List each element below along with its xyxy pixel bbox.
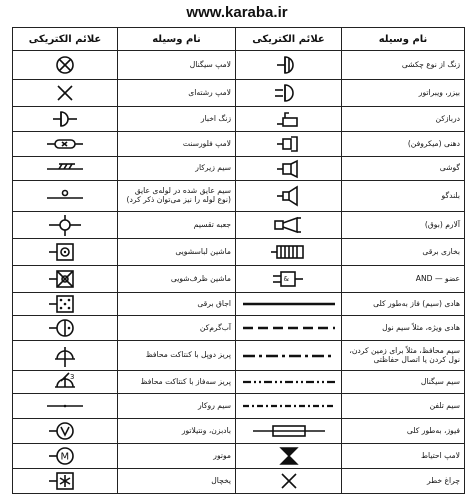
right-symbol-cell xyxy=(236,181,342,212)
table-row xyxy=(13,419,465,444)
heater-icon xyxy=(269,241,309,263)
table-row xyxy=(13,266,465,293)
bell-icon xyxy=(45,108,85,130)
left-symbol-cell xyxy=(13,212,118,239)
right-symbol-cell xyxy=(236,239,342,266)
fan-icon xyxy=(45,420,85,442)
dashed-line-icon xyxy=(239,317,339,339)
left-symbol-cell xyxy=(13,316,118,341)
site-url: www.karaba.ir xyxy=(186,4,288,21)
left-device-name: یخچال xyxy=(118,469,236,494)
left-device-name: سیم عایق شده در لوله‌ی عایق (نوع لوله را نیز می‌توان ذکر کرد) xyxy=(118,181,236,212)
left-device-name: بادبزن، ونتیلاتور xyxy=(118,419,236,444)
table-row xyxy=(13,316,465,341)
right-device-name: فیوز، به‌طور کلی xyxy=(342,419,465,444)
lamp-x-icon xyxy=(45,82,85,104)
right-symbol-cell xyxy=(236,80,342,107)
table-row xyxy=(13,132,465,157)
svg-text:&: & xyxy=(283,275,289,283)
dash-dot-line-icon xyxy=(239,345,339,367)
motor-icon xyxy=(45,445,85,467)
dishwasher-icon xyxy=(45,268,85,290)
right-device-name: چراغ خطر xyxy=(342,469,465,494)
left-device-name: جعبه تقسیم xyxy=(118,212,236,239)
left-symbol-cell xyxy=(13,371,118,394)
stove-icon xyxy=(45,293,85,315)
left-symbol-cell xyxy=(13,293,118,316)
refrigerator-icon xyxy=(45,470,85,492)
table-row xyxy=(13,239,465,266)
hazard-lamp-icon xyxy=(239,470,339,492)
left-symbol-cell xyxy=(13,266,118,293)
left-device-name: ماشین لباسشویی xyxy=(118,239,236,266)
left-symbol-cell xyxy=(13,51,118,80)
right-symbol-cell xyxy=(236,51,342,80)
left-symbol-cell xyxy=(13,132,118,157)
left-device-name: زنگ اخبار xyxy=(118,107,236,132)
right-symbol-cell xyxy=(236,341,342,371)
signal-line-icon xyxy=(239,371,339,393)
table-row xyxy=(13,341,465,371)
left-device-name: لامپ رشته‌ای xyxy=(118,80,236,107)
table-header xyxy=(13,28,465,51)
phone-line-icon xyxy=(239,395,339,417)
right-symbol-cell xyxy=(236,394,342,419)
right-device-name: بخاری برقی xyxy=(342,239,465,266)
right-device-name: لامپ احتیاط xyxy=(342,444,465,469)
left-symbol-cell xyxy=(13,444,118,469)
left-symbol-cell xyxy=(13,80,118,107)
left-device-name: ماشین ظرف‌شویی xyxy=(118,266,236,293)
right-device-name: دهنی (میکروفن) xyxy=(342,132,465,157)
table-row xyxy=(13,469,465,494)
right-device-name: سیم محافظ، مثلاً برای زمین کردن، نول کردن یا اتصال حفاظتی xyxy=(342,341,465,371)
conduit-wire-icon xyxy=(45,185,85,207)
thick-line-icon xyxy=(239,293,339,315)
washing-machine-icon xyxy=(45,241,85,263)
left-device-name: لامپ فلورسنت xyxy=(118,132,236,157)
left-symbol-cell xyxy=(13,157,118,181)
header-left-name: نام وسیله xyxy=(118,28,236,51)
loudspeaker-icon xyxy=(269,185,309,207)
right-device-name: سیم تلفن xyxy=(342,394,465,419)
microphone-icon xyxy=(269,133,309,155)
table-row xyxy=(13,80,465,107)
svg-text:M: M xyxy=(60,451,70,463)
right-symbol-cell xyxy=(236,157,342,181)
left-symbol-cell xyxy=(13,239,118,266)
left-device-name: موتور xyxy=(118,444,236,469)
right-symbol-cell xyxy=(236,316,342,341)
fluorescent-icon xyxy=(45,133,85,155)
table-row xyxy=(13,212,465,239)
right-device-name: دربازکن xyxy=(342,107,465,132)
underfloor-wire-icon xyxy=(45,158,85,180)
door-opener-icon xyxy=(269,108,309,130)
table-row xyxy=(13,394,465,419)
left-symbol-cell xyxy=(13,181,118,212)
table-row xyxy=(13,157,465,181)
table-row xyxy=(13,107,465,132)
buzzer-icon xyxy=(269,82,309,104)
left-symbol-cell xyxy=(13,394,118,419)
right-device-name: بلندگو xyxy=(342,181,465,212)
emergency-lamp-icon xyxy=(239,445,339,467)
left-device-name: پریز دوپل با کنتاکت محافظ xyxy=(118,341,236,371)
socket-3phase-icon xyxy=(45,371,85,393)
water-heater-icon xyxy=(45,317,85,339)
symbols-table xyxy=(12,27,465,494)
right-device-name: گوشی xyxy=(342,157,465,181)
table-row xyxy=(13,293,465,316)
table-row xyxy=(13,371,465,394)
and-gate-icon xyxy=(269,268,309,290)
fuse-icon xyxy=(239,420,339,442)
right-device-name: هادی ویژه، مثلاً سیم نول xyxy=(342,316,465,341)
surface-wire-icon xyxy=(45,395,85,417)
left-device-name: سیم روکار xyxy=(118,394,236,419)
right-symbol-cell xyxy=(236,371,342,394)
right-symbol-cell xyxy=(236,266,342,293)
siren-icon xyxy=(269,214,309,236)
push-bell-icon xyxy=(269,54,309,76)
header-right-symbol: علائم الکتریکی xyxy=(236,28,342,51)
right-symbol-cell xyxy=(236,132,342,157)
left-symbol-cell xyxy=(13,107,118,132)
socket-2pole-icon xyxy=(45,345,85,367)
header-right-name: نام وسیله xyxy=(342,28,465,51)
right-device-name: هادی (سیم) فاز به‌طور کلی xyxy=(342,293,465,316)
right-device-name: سیم سیگنال xyxy=(342,371,465,394)
right-device-name: بیزر، ویبراتور xyxy=(342,80,465,107)
left-device-name: سیم زیرکار xyxy=(118,157,236,181)
left-device-name: اجاق برقی xyxy=(118,293,236,316)
junction-box-icon xyxy=(45,214,85,236)
svg-text:3: 3 xyxy=(70,373,75,381)
earpiece-icon xyxy=(269,158,309,180)
right-symbol-cell xyxy=(236,107,342,132)
right-symbol-cell xyxy=(236,212,342,239)
left-device-name: لامپ سیگنال xyxy=(118,51,236,80)
left-device-name: آب‌گرم‌کن xyxy=(118,316,236,341)
left-symbol-cell xyxy=(13,419,118,444)
lamp-x-circle-icon xyxy=(45,54,85,76)
right-symbol-cell xyxy=(236,469,342,494)
left-symbol-cell xyxy=(13,469,118,494)
right-symbol-cell xyxy=(236,419,342,444)
left-device-name: پریز سه‌فاز با کنتاکت محافظ xyxy=(118,371,236,394)
right-device-name: عضو — AND xyxy=(342,266,465,293)
left-symbol-cell xyxy=(13,341,118,371)
table-row xyxy=(13,51,465,80)
right-device-name: آلارم (بوق) xyxy=(342,212,465,239)
table-row xyxy=(13,444,465,469)
table-row xyxy=(13,181,465,212)
right-symbol-cell xyxy=(236,444,342,469)
right-device-name: زنگ از نوع چکشی xyxy=(342,51,465,80)
header-left-symbol: علائم الکتریکی xyxy=(13,28,118,51)
right-symbol-cell xyxy=(236,293,342,316)
